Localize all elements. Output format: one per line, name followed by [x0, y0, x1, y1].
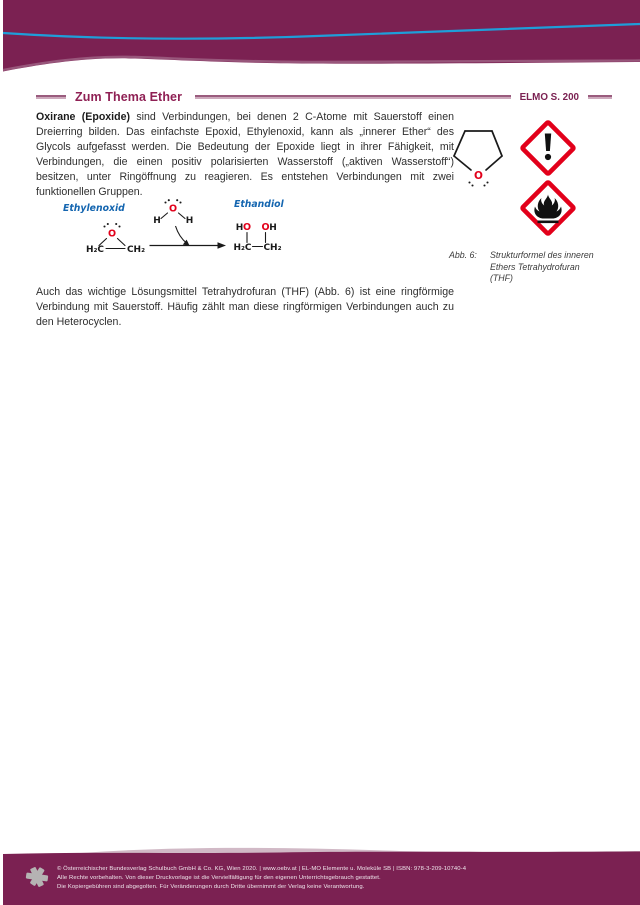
- ethylenoxid-label: Ethylenoxid: [63, 203, 125, 214]
- paragraph-thf: Auch das wichtige Lösungsmittel Tetrahydrofuran (THF) (Abb. 6) ist eine ringförmige Verbindung mit Sauerstoff. Häufig zählt man diese ringförmigen Verbindungen auch zu den Heterocyclen.: [36, 286, 454, 329]
- title-deco-line-middle: [195, 95, 511, 99]
- ethandiol-ho-h: H: [235, 223, 244, 233]
- water-h-right: H: [185, 216, 194, 226]
- title-bar: [36, 89, 612, 105]
- reaction-scheme: [36, 197, 336, 263]
- paragraph-lead-bold: Oxirane (Epoxide): [36, 111, 131, 123]
- imprint-line-liability: Die Kopiergebühren sind abgegolten. Für Veränderungen durch Dritte übernimmt der Verlag keine Verantwortung.: [57, 884, 365, 890]
- page-title: Zum Thema Ether: [75, 90, 183, 104]
- exclamation-mark-icon: [522, 122, 574, 174]
- header-wave-banner: [0, 0, 640, 80]
- ethandiol-oh-h: H: [269, 223, 277, 233]
- ethandiol-structure: [233, 222, 281, 253]
- oxirane-oxygen-atom: O: [107, 228, 117, 240]
- thf-oxygen-atom: O: [474, 170, 483, 182]
- thf-structure: [448, 120, 512, 192]
- ethandiol-h2c-group: H₂C: [233, 243, 252, 253]
- paragraph-oxirane-text: sind Verbindungen, bei denen 2 C-Atome mit Sauerstoff einen Dreierring bilden. Das einfachste Epoxid, Ethylenoxid, kann als „innerer Ether“ des Glycols aufgefasst werden. Die Bedeutung der Epoxide liegt in ihrer Fähigkeit, mit Verbindungen, die einen positiv polarisierten Wasserstoff („aktiven Wasserstoff“) besitzen, unter Ringöffnung zu reagieren. Es entstehen Verbindungen mit zwei funktionellen Gruppen.: [36, 111, 454, 199]
- title-deco-line-right: [588, 95, 612, 99]
- publisher-logo-icon: [24, 861, 50, 895]
- ethylenoxid-structure: [86, 223, 145, 255]
- water-oxygen-atom: O: [168, 203, 178, 215]
- ethandiol-ch2-group: CH₂: [263, 243, 282, 253]
- page-reference: ELMO S. 200: [519, 91, 579, 103]
- imprint-line-copyright: © Österreichischer Bundesverlag Schulbuch GmbH & Co. KG, Wien 2020. | www.oebv.at | EL-MO Elemente u. Moleküle SB | ISBN: 978-3-209-10740-4: [57, 866, 467, 872]
- ethandiol-ho-o: O: [242, 222, 252, 233]
- ethandiol-oh-o: O: [261, 222, 270, 233]
- curved-arrow-icon: [176, 226, 190, 246]
- title-deco-line-left: [36, 95, 66, 99]
- imprint-line-rights: Alle Rechte vorbehalten. Von dieser Druckvorlage ist die Vervielfältigung für den eigenen Unterrichtsgebrauch gestattet.: [57, 875, 381, 881]
- footer-imprint: [57, 865, 466, 892]
- hazard-pictograms: [517, 120, 581, 238]
- flame-icon: [522, 182, 574, 234]
- figure-caption-text: Strukturformel des inneren Ethers Tetrahydrofuran (THF): [490, 250, 594, 284]
- ethandiol-label: Ethandiol: [234, 199, 284, 210]
- figure-caption: [449, 250, 614, 285]
- paragraph-oxirane: [36, 110, 454, 201]
- figure-caption-label: Abb. 6:: [449, 250, 477, 260]
- oxirane-ch2-group: CH₂: [126, 245, 146, 255]
- water-h-left: H: [153, 216, 161, 226]
- oxirane-h2c-group: H₂C: [85, 245, 105, 255]
- water-molecule: [153, 199, 193, 226]
